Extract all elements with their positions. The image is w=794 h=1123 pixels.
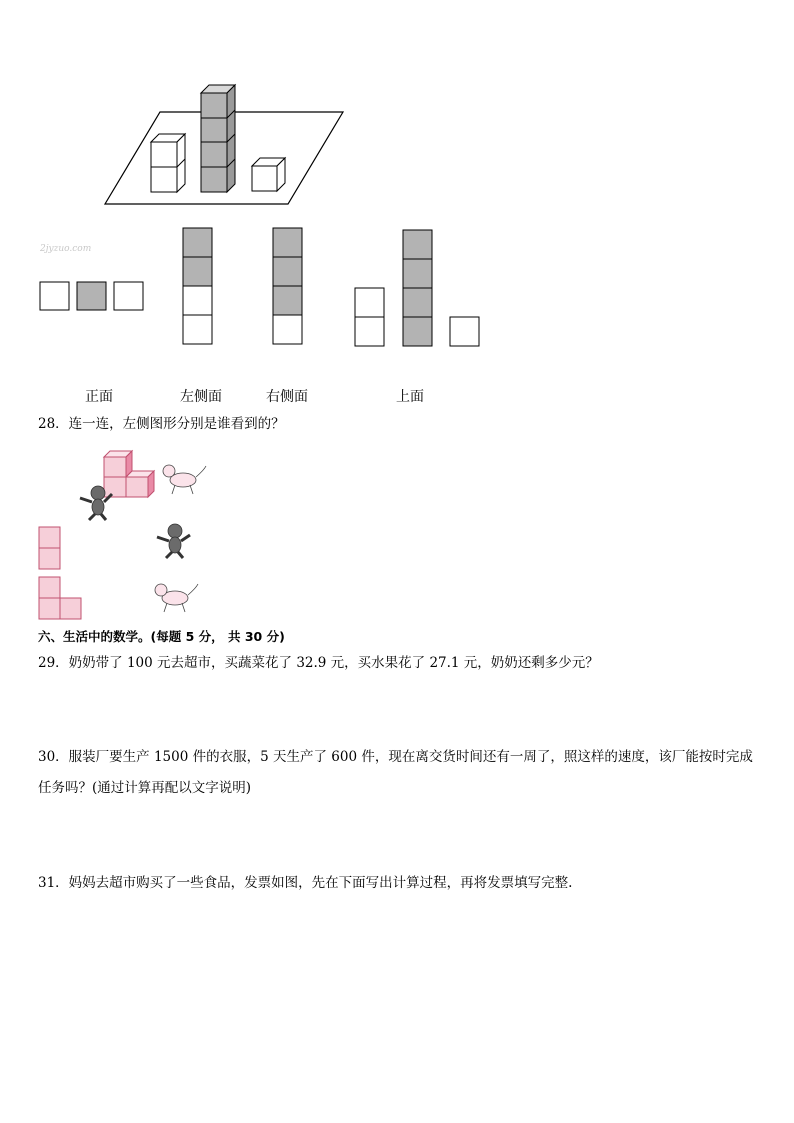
view-option-L [39,577,81,619]
q28-figure [0,440,794,620]
front-view [40,282,143,310]
question-30: 30．服装厂要生产 1500 件的衣服，5 天生产了 600 件，现在离交货时间还有一周了，照这样的速度，该厂能按时完成任务吗？(通过计算再配以文字说明) [38,749,753,796]
top-view-option-b [403,230,432,346]
cube-arrangement-figure [0,0,794,215]
top-view-option-a [355,288,384,346]
middle-stack [201,85,235,192]
front-view-label: 正面 [85,389,113,405]
left-stack [151,134,185,192]
section-6-title: 六、生活中的数学。(每题 5 分， 共 30 分) [38,629,285,644]
left-side-view [183,228,212,344]
watermark: 2jyzuo.com [40,244,92,254]
right-view-label: 右侧面 [266,389,308,405]
dog-icon [155,584,198,612]
monkey-icon [157,524,190,558]
dog-icon [163,465,206,494]
view-option-vertical [39,527,60,569]
question-31: 31．妈妈去超市购买了一些食品，发票如图，先在下面写出计算过程，再将发票填写完整. [38,875,573,891]
right-side-view [273,228,302,344]
top-view-label: 上面 [396,389,424,405]
pink-cube-arrangement [104,451,154,497]
question-28: 28．连一连，左侧图形分别是谁看到的？ [38,416,285,432]
top-view-option-c [450,317,479,346]
left-view-label: 左侧面 [180,389,222,405]
views-figure [0,225,794,355]
question-29: 29．奶奶带了 100 元去超市，买蔬菜花了 32.9 元，买水果花了 27.1 元，奶奶还剩多少元？ [38,655,599,671]
right-cube [252,158,285,191]
